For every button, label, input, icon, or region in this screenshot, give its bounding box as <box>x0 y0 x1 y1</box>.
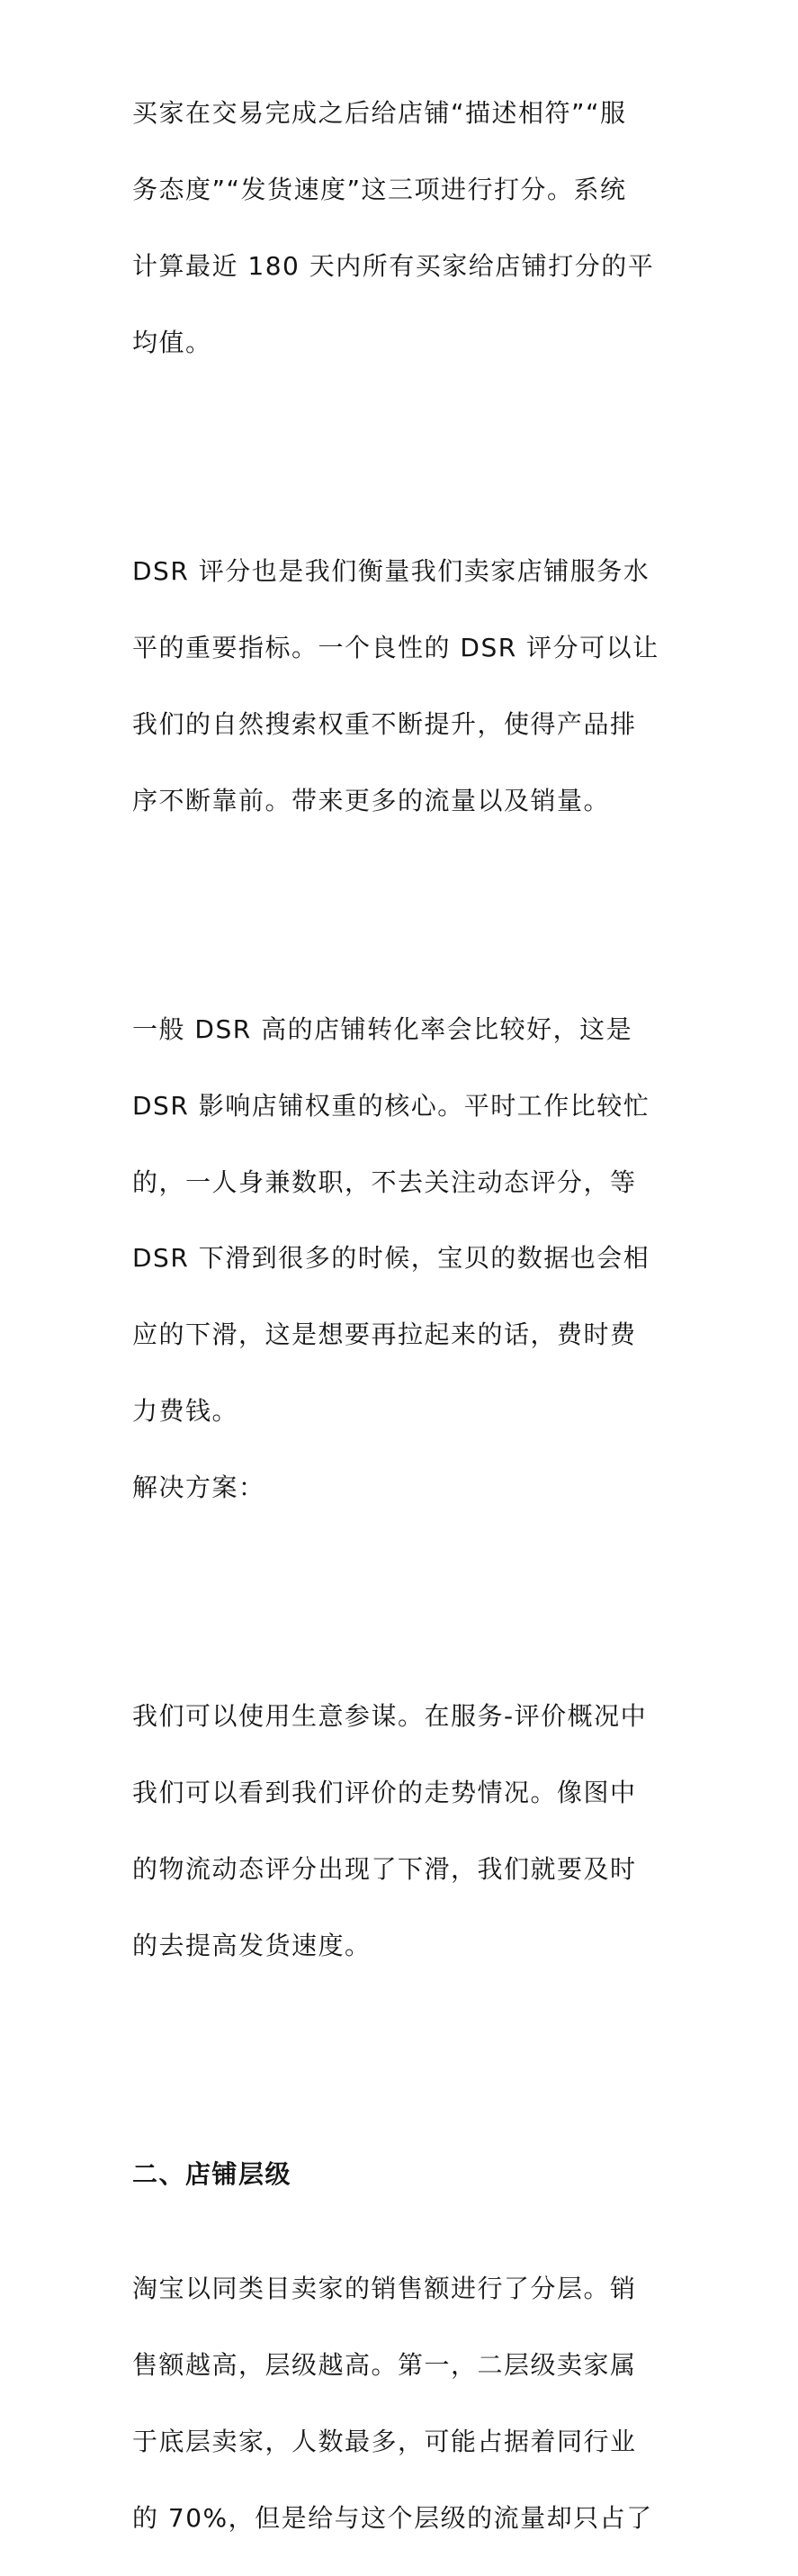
solution-label: 解决方案： <box>132 1472 265 1502</box>
paragraph-dsr-importance-line-4: 序不断靠前。带来更多的流量以及销量。 <box>132 785 611 815</box>
paragraph-dsr-definition-line-3: 计算最近 180 天内所有买家给店铺打分的平 <box>132 250 655 281</box>
paragraph-solution-line-4: 的去提高发货速度。 <box>132 1930 372 1960</box>
paragraph-dsr-impact-line-2: DSR 影响店铺权重的核心。平时工作比较忙 <box>132 1090 650 1121</box>
paragraph-dsr-impact-line-3: 的，一人身兼数职，不去关注动态评分，等 <box>132 1166 637 1197</box>
paragraph-dsr-definition-line-2: 务态度”“发货速度”这三项进行打分。系统 <box>132 175 627 205</box>
section-heading-store-level: 二、店铺层级 <box>132 2159 292 2190</box>
paragraph-solution-line-3: 的物流动态评分出现了下滑，我们就要及时 <box>132 1853 637 1884</box>
paragraph-solution-line-1: 我们可以使用生意参谋。在服务-评价概况中 <box>132 1701 648 1732</box>
article-body <box>132 0 672 2576</box>
paragraph-dsr-impact-line-5: 应的下滑，这是想要再拉起来的话，费时费 <box>132 1320 637 1350</box>
paragraph-dsr-importance-line-2: 平的重要指标。一个良性的 DSR 评分可以让 <box>132 632 659 662</box>
paragraph-solution-line-2: 我们可以看到我们评价的走势情况。像图中 <box>132 1778 637 1808</box>
paragraph-dsr-impact-line-6: 力费钱。 <box>132 1396 239 1426</box>
paragraph-dsr-definition-line-1: 买家在交易完成之后给店铺“描述相符”“服 <box>132 98 627 129</box>
paragraph-spacer <box>132 438 672 476</box>
paragraph-spacer <box>132 1583 672 1621</box>
paragraph-spacer <box>132 2041 672 2079</box>
paragraph-dsr-impact-line-4: DSR 下滑到很多的时候，宝贝的数据也会相 <box>132 1243 650 1274</box>
paragraph-store-level-line-2: 售额越高，层级越高。第一，二层级卖家属 <box>132 2350 637 2381</box>
paragraph-dsr-definition-line-4: 均值。 <box>132 327 212 357</box>
paragraph-store-level-line-4: 的 70%，但是给与这个层级的流量却只占了 <box>132 2502 653 2533</box>
paragraph-spacer <box>132 896 672 934</box>
paragraph-dsr-impact-line-1: 一般 DSR 高的店铺转化率会比较好，这是 <box>132 1013 633 1044</box>
paragraph-store-level-line-3: 于底层卖家，人数最多，可能占据着同行业 <box>132 2426 637 2456</box>
paragraph-store-level-line-1: 淘宝以同类目卖家的销售额进行了分层。销 <box>132 2274 637 2304</box>
paragraph-dsr-importance-line-3: 我们的自然搜索权重不断提升，使得产品排 <box>132 708 637 739</box>
paragraph-dsr-importance-line-1: DSR 评分也是我们衡量我们卖家店铺服务水 <box>132 556 650 587</box>
